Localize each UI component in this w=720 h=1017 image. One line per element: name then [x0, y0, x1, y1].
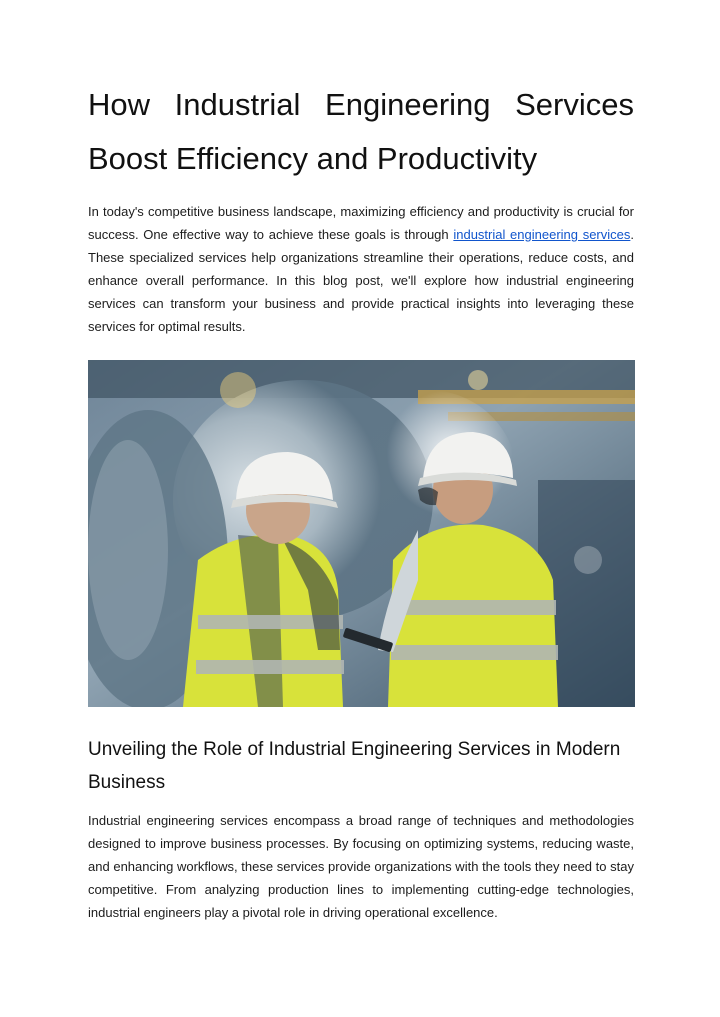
section-paragraph: Industrial engineering services encompass a broad range of techniques and methodologies designed to improve business processes. By focusing on optimizing systems, reducing waste, and enhancing workflows, these services provide organizations with the tools they need to stay competitive. From analyzing production lines to implementing cutting-edge technologies, industrial engineers play a pivotal role in driving operational excellence.	[88, 813, 634, 920]
section-industrial-engineering-role	[88, 733, 634, 924]
intro-text-before-link: In today's competitive business landscape, maximizing efficiency and productivity is crucial for success. One effective way to achieve these goals is through	[88, 204, 634, 242]
intro-paragraph	[88, 200, 634, 338]
hero-image-engineers	[88, 360, 635, 707]
section-heading: Unveiling the Role of Industrial Engineering Services in Modern Business	[88, 739, 621, 793]
engineers-photo-illustration	[88, 360, 635, 707]
article-title	[88, 78, 634, 186]
article-title-line2: Boost Efficiency and Productivity	[88, 141, 538, 176]
intro-text-after-link: . These specialized services help organizations streamline their operations, reduce costs, and enhance overall performance. In this blog post, we'll explore how industrial engineering services can transform your business and provide practical insights into leveraging these services for optimal results.	[88, 227, 634, 334]
article-header	[88, 78, 634, 338]
industrial-engineering-services-link[interactable]: industrial engineering services	[453, 227, 631, 242]
article-title-line1: How Industrial Engineering Services	[88, 87, 634, 122]
